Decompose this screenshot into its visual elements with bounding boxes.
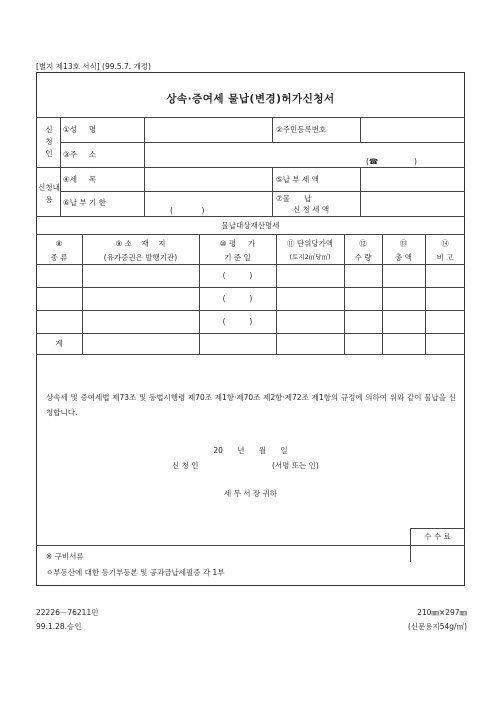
- addressee: 세 무 서 장 귀하: [223, 489, 277, 498]
- rule: [410, 528, 465, 529]
- rule: [60, 142, 465, 143]
- name-label: ①성 명: [63, 125, 97, 134]
- rule: [36, 216, 465, 217]
- rule: [272, 117, 273, 142]
- col-quantity-label: 수 량: [354, 253, 372, 262]
- rule: [36, 545, 465, 546]
- row-3-date-paren: ( ): [222, 317, 253, 326]
- payment-label-1: ⑦물 납: [276, 194, 312, 203]
- due-date-paren: ( ): [170, 206, 205, 215]
- footer-code: 22226－76211민: [36, 608, 99, 617]
- rule: [276, 234, 277, 354]
- footer-paper: (신문용지54g/㎡): [407, 622, 467, 631]
- rule: [199, 234, 200, 354]
- col-total-num: ⑬: [399, 239, 408, 248]
- form-header: [별지 제13호 서식] (99.5.7. 개정): [36, 62, 151, 71]
- rule: [382, 234, 383, 354]
- rule: [36, 287, 465, 288]
- applicant-line: 신 청 인: [172, 461, 199, 470]
- rule: [344, 234, 345, 354]
- rule: [425, 234, 426, 354]
- rule: [36, 264, 465, 265]
- rule: [36, 354, 465, 355]
- rule: [144, 117, 145, 216]
- col-quantity-num: ⑫: [359, 239, 367, 248]
- sign-note: (서명 또는 인): [272, 461, 319, 470]
- due-date-label: ⑥납 부 기 한: [63, 198, 106, 207]
- applicant-section-label: 신청인: [45, 125, 53, 158]
- form-title: 상속·증여세 물납(변경)허가신청서: [166, 93, 335, 105]
- col-note-num: ⑭: [441, 239, 449, 248]
- address-label: ③주 소: [63, 150, 97, 159]
- attachments-heading: ※ 구비서류: [46, 552, 84, 561]
- rule: [36, 234, 465, 235]
- col-location-num: ⑨ 소 재 지: [115, 239, 166, 248]
- property-table-caption: 물납대상재산명세: [221, 221, 280, 230]
- col-note-label: 비 고: [436, 253, 454, 262]
- rule: [272, 167, 273, 216]
- phone-label: (☎ ): [366, 157, 417, 166]
- col-valuation-label: 기 준 일: [224, 253, 251, 262]
- form-frame: [36, 72, 465, 586]
- col-location-label: (유가증권은 발행기관): [103, 253, 178, 262]
- rule: [36, 310, 465, 311]
- payment-label-2: 신 청 세 액: [293, 205, 330, 214]
- total-row-label: 계: [55, 339, 63, 348]
- fee-label: 수 수 료: [424, 532, 451, 541]
- request-section-label: 신청내용: [38, 183, 60, 204]
- col-kind-label: 종 류: [50, 253, 68, 262]
- date-line: 20 년 월 일: [213, 446, 288, 455]
- footer-size: 210㎜×297㎜: [417, 608, 467, 617]
- id-number-label: ②주민등록번호: [276, 125, 327, 134]
- rule: [60, 117, 61, 216]
- tax-amount-label: ⑤납 부 세 액: [276, 175, 319, 184]
- rule: [82, 234, 83, 354]
- row-1-date-paren: ( ): [222, 271, 253, 280]
- rule: [36, 333, 465, 334]
- col-unit-price-num: ⑪ 단위당가액: [286, 239, 334, 248]
- rule: [60, 191, 465, 192]
- col-kind-num: ⑧: [55, 239, 63, 248]
- row-2-date-paren: ( ): [222, 294, 253, 303]
- rule: [36, 117, 465, 118]
- col-valuation-num: ⑩ 평 가: [219, 239, 256, 248]
- rule: [360, 117, 361, 142]
- rule: [360, 167, 361, 216]
- tax-item-label: ④세 목: [63, 175, 97, 184]
- rule: [36, 167, 465, 168]
- col-unit-price-label: (토지2㎡당㎡): [289, 253, 331, 261]
- application-statement: 상속세 및 증여세법 제73조 및 동법시행령 제70조 제1항·제70조 제2항·제72조 제1항의 규정에 의하여 위와 같이 물납을 신청합니다.: [46, 393, 456, 417]
- col-total-label: 총 액: [395, 253, 412, 262]
- footer-approval: 99.1.28.승인: [36, 622, 82, 631]
- attachments-item: ㅇ부동산에 대한 등기부등본 및 공과금납세필증 각 1부: [46, 568, 225, 577]
